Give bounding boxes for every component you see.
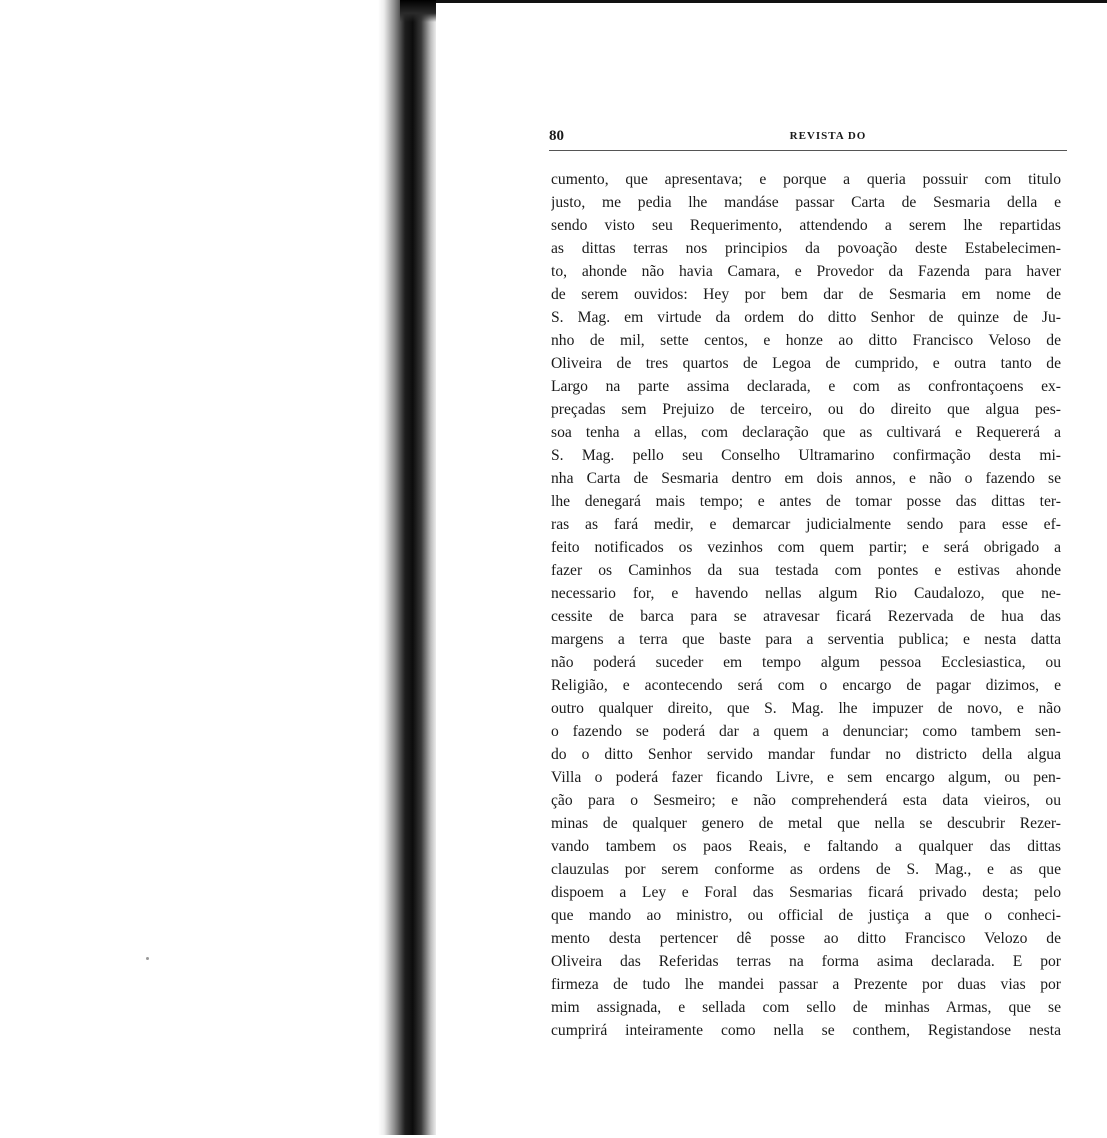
text-line: cessite de barca para se atravesar ficará Rezervada de hua das bbox=[551, 608, 1061, 625]
text-line: nho de mil, sette centos, e honze ao ditto Francisco Veloso de bbox=[551, 332, 1061, 349]
text-line: ras as fará medir, e demarcar judicialmente sendo para esse ef- bbox=[551, 516, 1061, 533]
text-line: sendo visto seu Requerimento, attendendo a serem lhe repartidas bbox=[551, 217, 1061, 234]
text-line: Oliveira das Referidas terras na forma asima declarada. E por bbox=[551, 953, 1061, 970]
text-line: cumento, que apresentava; e porque a queria possuir com titulo bbox=[551, 171, 1061, 188]
text-line: to, ahonde não havia Camara, e Provedor da Fazenda para haver bbox=[551, 263, 1061, 280]
scan-speck bbox=[146, 957, 149, 960]
text-line: Villa o poderá fazer ficando Livre, e sem encargo algum, ou pen- bbox=[551, 769, 1061, 786]
text-line: necessario for, e havendo nellas algum Rio Caudalozo, que ne- bbox=[551, 585, 1061, 602]
text-line: Largo na parte assima declarada, e com as confrontaçoens ex- bbox=[551, 378, 1061, 395]
text-line: nha Carta de Sesmaria dentro em dois annos, e não o fazendo se bbox=[551, 470, 1061, 487]
book-spine bbox=[378, 0, 438, 1135]
text-line: S. Mag. em virtude da ordem do ditto Senhor de quinze de Ju- bbox=[551, 309, 1061, 326]
text-line: não poderá suceder em tempo algum pessoa Ecclesiastica, ou bbox=[551, 654, 1061, 671]
text-line: o fazendo se poderá dar a quem a denunciar; como tambem sen- bbox=[551, 723, 1061, 740]
text-line: soa tenha a ellas, com declaração que as cultivará e Requererá a bbox=[551, 424, 1061, 441]
text-line: dispoem a Ley e Foral das Sesmarias ficará privado desta; pelo bbox=[551, 884, 1061, 901]
page-number: 80 bbox=[549, 128, 564, 144]
text-line: do o ditto Senhor servido mandar fundar no districto della algua bbox=[551, 746, 1061, 763]
text-line: fazer os Caminhos da sua testada com pontes e estivas ahonde bbox=[551, 562, 1061, 579]
text-line: justo, me pedia lhe mandáse passar Carta de Sesmaria della e bbox=[551, 194, 1061, 211]
text-line: firmeza de tudo lhe mandei passar a Prezente por duas vias por bbox=[551, 976, 1061, 993]
body-text bbox=[551, 168, 1061, 1042]
text-line: que mando ao ministro, ou official de justiça a que o conheci- bbox=[551, 907, 1061, 924]
text-line: outro qualquer direito, que S. Mag. lhe impuzer de novo, e não bbox=[551, 700, 1061, 717]
text-line: mim assignada, e sellada com sello de minhas Armas, que se bbox=[551, 999, 1061, 1016]
page-header bbox=[549, 124, 1067, 151]
text-line: de serem ouvidos: Hey por bem dar de Sesmaria em nome de bbox=[551, 286, 1061, 303]
text-line: Oliveira de tres quartos de Legoa de cumprido, e outra tanto de bbox=[551, 355, 1061, 372]
text-line: clauzulas por serem conforme as ordens de S. Mag., e as que bbox=[551, 861, 1061, 878]
text-line: cumprirá inteiramente como nella se conthem, Registandose nesta bbox=[551, 1022, 1061, 1039]
text-line: preçadas sem Prejuizo de terceiro, ou do direito que algua pes- bbox=[551, 401, 1061, 418]
text-line: vando tambem os paos Reais, e faltando a qualquer das dittas bbox=[551, 838, 1061, 855]
text-line: feito notificados os vezinhos com quem partir; e será obrigado a bbox=[551, 539, 1061, 556]
text-line: ção para o Sesmeiro; e não comprehenderá esta data vieiros, ou bbox=[551, 792, 1061, 809]
text-line: mento desta pertencer dê posse ao ditto Francisco Velozo de bbox=[551, 930, 1061, 947]
running-title: REVISTA DO bbox=[789, 130, 867, 142]
text-line: Religião, e acontecendo será com o encargo de pagar dizimos, e bbox=[551, 677, 1061, 694]
text-line: as dittas terras nos principios da povoação deste Estabelecimen- bbox=[551, 240, 1061, 257]
text-line: S. Mag. pello seu Conselho Ultramarino confirmação desta mi- bbox=[551, 447, 1061, 464]
text-line: margens a terra que baste para a serventia publica; e nesta datta bbox=[551, 631, 1061, 648]
text-line: lhe denegará mais tempo; e antes de tomar posse das dittas ter- bbox=[551, 493, 1061, 510]
text-line: minas de qualquer genero de metal que nella se descubrir Rezer- bbox=[551, 815, 1061, 832]
